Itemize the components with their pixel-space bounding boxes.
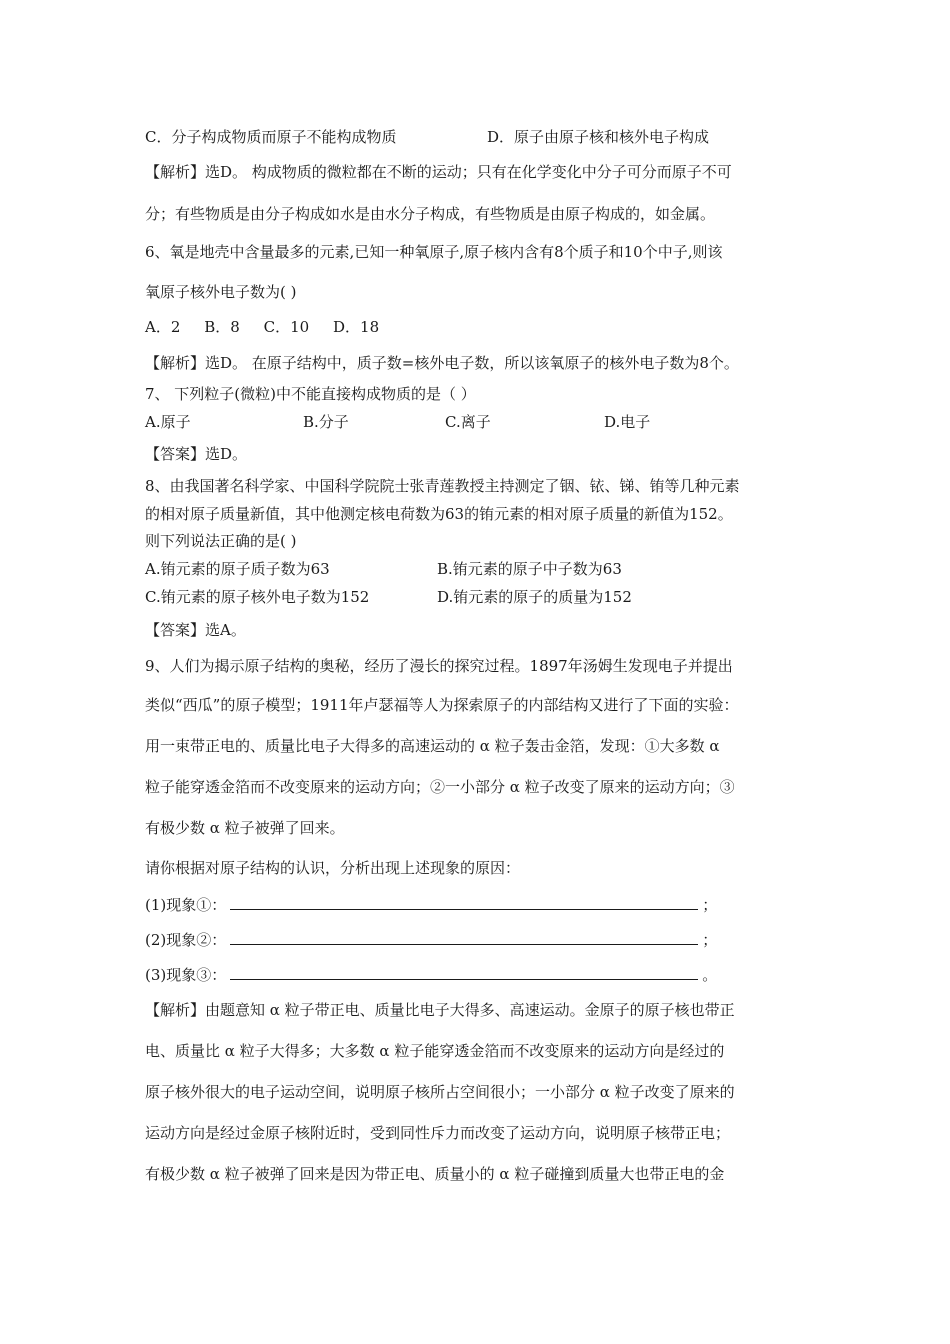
q9-analysis-line1: 【解析】由题意知 α 粒子带正电、质量比电子大得多、高速运动。金原子的原子核也带正 [145,1001,735,1019]
q5-option-c: C．分子构成物质而原子不能构成物质 [145,128,397,146]
q7-option-c: C.离子 [445,413,491,431]
q9-stem-line1: 9、人们为揭示原子结构的奥秘，经历了漫长的探究过程。1897年汤姆生发现电子并提出 [145,657,733,675]
q7-option-b: B.分子 [303,413,349,431]
q9-blank3-label: (3)现象③： [145,966,227,984]
q9-blank3-end: 。 [702,966,718,984]
q8-answer: 【答案】选A。 [145,621,246,639]
q9-blank1-end: ； [702,896,718,914]
q9-analysis-line4: 运动方向是经过金原子核附近时，受到同性斥力而改变了运动方向，说明原子核带正电； [145,1124,731,1142]
q8-option-d: D.铕元素的原子的质量为152 [437,588,632,606]
q9-blank-row-2 [145,928,717,951]
q9-blank1-label: (1)现象①： [145,896,227,914]
q7-option-a: A.原子 [145,413,191,431]
q9-blank2-line[interactable] [230,928,698,945]
q8-stem-line1: 8、由我国著名科学家、中国科学院院士张青莲教授主持测定了铟、铱、锑、铕等几种元素 [145,477,740,495]
q8-stem-line2: 的相对原子质量新值，其中他测定核电荷数为63的铕元素的相对原子质量的新值为152。 [145,505,733,523]
q9-blank-row-3 [145,963,717,986]
q9-stem-line3: 用一束带正电的、质量比电子大得多的高速运动的 α 粒子轰击金箔，发现：①大多数 α [145,737,720,755]
q9-analysis-line2: 电、质量比 α 粒子大得多；大多数 α 粒子能穿透金箔而不改变原来的运动方向是经过的 [145,1042,725,1060]
q9-stem-line4: 粒子能穿透金箔而不改变原来的运动方向；②一小部分 α 粒子改变了原来的运动方向；③ [145,778,735,796]
q9-stem-line2: 类似“西瓜”的原子模型；1911年卢瑟福等人为探索原子的内部结构又进行了下面的实验： [145,696,739,714]
q9-analysis-line5: 有极少数 α 粒子被弹了回来是因为带正电、质量小的 α 粒子碰撞到质量大也带正电的金 [145,1165,725,1183]
q7-answer: 【答案】选D。 [145,445,248,463]
q9-blank-row-1 [145,893,717,916]
q6-analysis: 【解析】选D。 在原子结构中，质子数=核外电子数，所以该氧原子的核外电子数为8个。 [145,354,739,372]
q8-option-b: B.铕元素的原子中子数为63 [437,560,622,578]
q8-option-c: C.铕元素的原子核外电子数为152 [145,588,370,606]
q6-options: A．2 B．8 C．10 D．18 [145,318,380,336]
q9-prompt: 请你根据对原子结构的认识，分析出现上述现象的原因： [145,859,521,877]
q9-blank1-line[interactable] [230,893,698,910]
q8-stem-line3: 则下列说法正确的是( ) [145,532,297,550]
q7-stem: 7、 下列粒子(微粒)中不能直接构成物质的是（ ） [145,385,476,403]
q6-stem-line1: 6、氧是地壳中含量最多的元素,已知一种氧原子,原子核内含有8个质子和10个中子,则该 [145,243,723,261]
q9-blank2-end: ； [702,931,718,949]
q5-analysis-line2: 分；有些物质是由分子构成如水是由水分子构成，有些物质是由原子构成的，如金属。 [145,205,716,223]
q5-option-d: D．原子由原子核和核外电子构成 [487,128,710,146]
q8-option-a: A.铕元素的原子质子数为63 [145,560,330,578]
q9-stem-line5: 有极少数 α 粒子被弹了回来。 [145,819,345,837]
q9-analysis-line3: 原子核外很大的电子运动空间，说明原子核所占空间很小；一小部分 α 粒子改变了原来的 [145,1083,735,1101]
q7-option-d: D.电子 [604,413,651,431]
q9-blank3-line[interactable] [230,963,698,980]
q5-analysis-line1: 【解析】选D。 构成物质的微粒都在不断的运动；只有在化学变化中分子可分而原子不可 [145,163,732,181]
q6-stem-line2: 氧原子核外电子数为( ) [145,283,297,301]
q9-blank2-label: (2)现象②： [145,931,227,949]
